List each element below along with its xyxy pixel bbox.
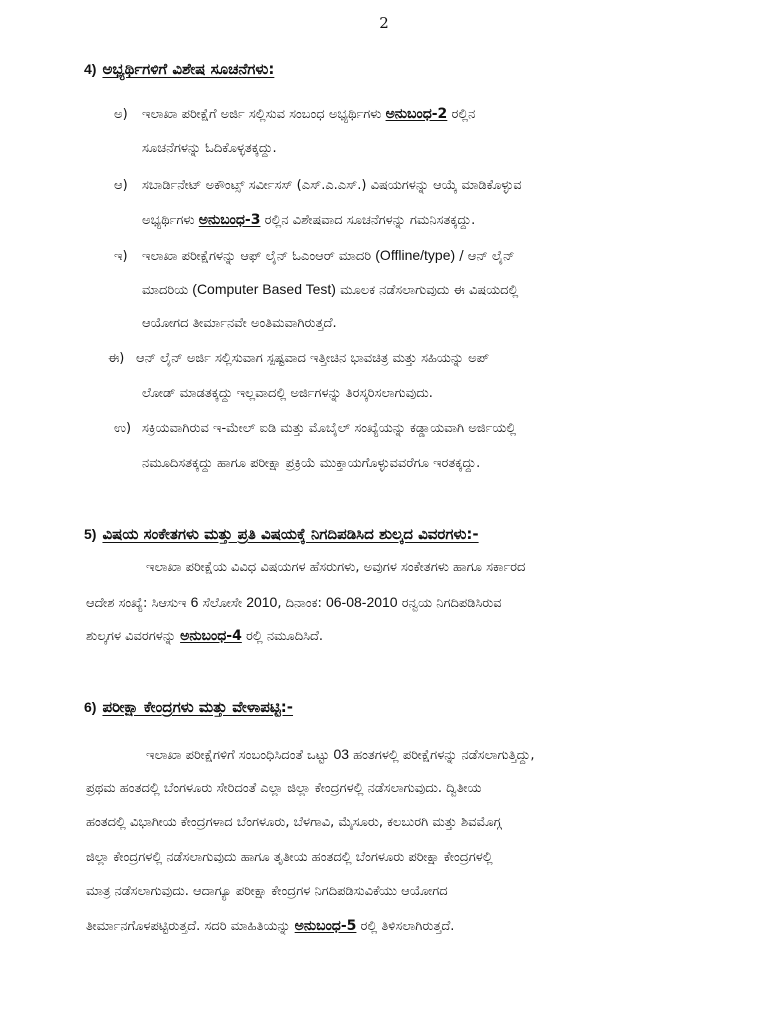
section-4-item-ii [108, 351, 489, 366]
item-text: ಆನ್ ಲೈನ್ ಅರ್ಜಿ ಸಲ್ಲಿಸುವಾಗ ಸ್ಪಷ್ಟವಾದ ಇತ್ತೀಚಿನ ಭಾವಚಿತ್ರ ಮತ್ತು ಸಹಿಯನ್ನು ಅಪ್ [136, 351, 490, 366]
section-4-item-u-line-2: ನಮೂದಿಸತಕ್ಕದ್ದು ಹಾಗೂ ಪರೀಕ್ಷಾ ಪ್ರಕ್ರಿಯೆ ಮುಕ್ತಾಯಗೊಳ್ಳುವವರೆಗೂ ಇರತಕ್ಕದ್ದು. [142, 456, 481, 471]
section-4-item-ii-line-2: ಲೋಡ್ ಮಾಡತಕ್ಕದ್ದು ಇಲ್ಲವಾದಲ್ಲಿ ಅರ್ಜಿಗಳನ್ನು ತಿರಸ್ಕರಿಸಲಾಗುವುದು. [142, 386, 433, 401]
section-4-item-a [114, 106, 475, 122]
section-6-heading [84, 698, 293, 716]
annexure-4-ref: ಅನುಬಂಧ-4 [180, 628, 242, 644]
section-6-number: 6) [84, 699, 97, 715]
para-text: ರಲ್ಲಿ ತಿಳಿಸಲಾಗಿರುತ್ತದೆ. [356, 919, 455, 934]
section-4-item-i [114, 247, 515, 264]
para-text: ತೀರ್ಮಾನಗೊಳಪಟ್ಟಿರುತ್ತದೆ. ಸದರಿ ಮಾಹಿತಿಯನ್ನು [86, 919, 295, 934]
section-5-number: 5) [84, 526, 97, 542]
section-5-title: ವಿಷಯ ಸಂಕೇತಗಳು ಮತ್ತು ಪ್ರತಿ ವಿಷಯಕ್ಕೆ ನಿಗದಿಪಡಿಸಿದ ಶುಲ್ಕದ ವಿವರಗಳು:- [102, 525, 479, 543]
item-text: ಮೂಲಕ ನಡೆಸಲಾಗುವುದು ಈ ವಿಷಯದಲ್ಲಿ [335, 283, 519, 298]
section-6-line-5: ಮಾತ್ರ ನಡೆಸಲಾಗುವುದು. ಆದಾಗ್ಯೂ ಪರೀಕ್ಷಾ ಕೇಂದ್ರಗಳ ನಿಗದಿಪಡಿಸುವಿಕೆಯು ಆಯೋಗದ [86, 884, 448, 899]
annexure-5-ref: ಅನುಬಂಧ-5 [294, 918, 357, 934]
section-6-line-3: ಹಂತದಲ್ಲಿ ವಿಭಾಗೀಯ ಕೇಂದ್ರಗಳಾದ ಬೆಂಗಳೂರು, ಬೆಳಗಾವಿ, ಮೈಸೂರು, ಕಲಬುರಗಿ ಮತ್ತು ಶಿವಮೊಗ್ಗ [86, 815, 502, 830]
item-text: ಮಾದರಿಯ [142, 283, 193, 298]
para-text: ರಲ್ಲಿ ನಮೂದಿಸಿದೆ. [241, 629, 324, 644]
section-5-line-1: ಇಲಾಖಾ ಪರೀಕ್ಷೆಯ ವಿವಿಧ ವಿಷಯಗಳ ಹೆಸರುಗಳು, ಅವುಗಳ ಸಂಕೇತಗಳು ಹಾಗೂ ಸರ್ಕಾರದ [146, 560, 526, 575]
section-4-item-i-line-3: ಆಯೋಗದ ತೀರ್ಮಾನವೇ ಅಂತಿಮವಾಗಿರುತ್ತದೆ. [142, 316, 337, 331]
item-text: ಸಬಾರ್ಡಿನೇಟ್ ಅಕೌಂಟ್ಸ್ ಸರ್ವೀಸಸ್ (ಎಸ್.ಎ.ಎಸ್.) ವಿಷಯಗಳನ್ನು ಆಯ್ಕೆ ಮಾಡಿಕೊಳ್ಳುವ [142, 178, 522, 193]
para-text: ಇಲಾಖಾ ಪರೀಕ್ಷೆಗಳಿಗೆ ಸಂಬಂಧಿಸಿದಂತೆ ಒಟ್ಟು [146, 748, 334, 763]
para-text: ಶುಲ್ಕಗಳ ವಿವರಗಳನ್ನು [86, 629, 181, 644]
order-year: 2010 [246, 594, 278, 610]
section-4-number: 4) [84, 61, 97, 77]
item-text: ಇಲಾಖಾ ಪರೀಕ್ಷೆಗಳನ್ನು ಆಫ್ ಲೈನ್ ಓಎಂಆರ್ ಮಾದರಿ [142, 249, 376, 264]
annexure-3-ref: ಅನುಬಂಧ-3 [198, 212, 261, 228]
section-6-line-6 [86, 918, 454, 934]
section-4-item-a-line-2: ಸೂಚನೆಗಳನ್ನು ಓದಿಕೊಳ್ಳತಕ್ಕದ್ದು. [142, 141, 277, 156]
item-marker: ಆ) [114, 178, 128, 193]
computer-based-test-text: (Computer Based Test) [192, 281, 336, 297]
item-text: ಇಲಾಖಾ ಪರೀಕ್ಷೆಗೆ ಅರ್ಜಿ ಸಲ್ಲಿಸುವ ಸಂಬಂಧ ಅಭ್ಯರ್ಥಿಗಳು [142, 107, 386, 122]
section-6-line-4: ಜಿಲ್ಲಾ ಕೇಂದ್ರಗಳಲ್ಲಿ ನಡೆಸಲಾಗುವುದು ಹಾಗೂ ತೃತೀಯ ಹಂತದಲ್ಲಿ ಬೆಂಗಳೂರು ಪರೀಕ್ಷಾ ಕೇಂದ್ರಗಳಲ್ಲಿ [86, 850, 493, 865]
item-marker: ಈ) [108, 351, 125, 366]
item-text: ಸಕ್ರಿಯವಾಗಿರುವ ಇ-ಮೇಲ್ ಐಡಿ ಮತ್ತು ಮೊಬೈಲ್ ಸಂಖ್ಯೆಯನ್ನು ಕಡ್ಡಾಯವಾಗಿ ಅರ್ಜಿಯಲ್ಲಿ [142, 421, 517, 436]
section-6-line-2: ಪ್ರಥಮ ಹಂತದಲ್ಲಿ ಬೆಂಗಳೂರು ಸೇರಿದಂತೆ ಎಲ್ಲಾ ಜಿಲ್ಲಾ ಕೇಂದ್ರಗಳಲ್ಲಿ ನಡೆಸಲಾಗುವುದು. ದ್ವಿತೀಯ [86, 781, 482, 796]
section-4-title: ಅಭ್ಯರ್ಥಿಗಳಿಗೆ ವಿಶೇಷ ಸೂಚನೆಗಳು: [102, 60, 275, 78]
para-text: ಆದೇಶ ಸಂಖ್ಯೆ: ಸಿಆಸುಇ [86, 596, 191, 611]
item-text: ಅಭ್ಯರ್ಥಿಗಳು [142, 213, 199, 228]
item-text: / ಆನ್ ಲೈನ್ [455, 249, 515, 264]
section-4-heading [84, 60, 274, 78]
section-6-line-1 [146, 746, 534, 763]
offline-type-text: (Offline/type) [375, 247, 456, 263]
item-text: ರಲ್ಲಿನ [447, 107, 476, 122]
phase-count: 03 [333, 746, 350, 762]
section-5-heading [84, 525, 479, 543]
section-4-item-i-line-2 [142, 281, 518, 298]
section-5-line-2 [86, 594, 502, 611]
section-5-line-3 [86, 628, 323, 644]
order-date: 06-08-2010 [325, 594, 398, 610]
item-marker: ಉ) [114, 421, 132, 436]
item-marker: ಅ) [114, 107, 128, 122]
para-text: ಹಂತಗಳಲ್ಲಿ ಪರೀಕ್ಷೆಗಳನ್ನು ನಡೆಸಲಾಗುತ್ತಿದ್ದು, [349, 748, 535, 763]
para-text: ರನ್ವಯ ನಿಗದಿಪಡಿಸಿರುವ [397, 596, 502, 611]
para-text: ಸೆಲೋಸೇ [198, 596, 247, 611]
section-6-title: ಪರೀಕ್ಷಾ ಕೇಂದ್ರಗಳು ಮತ್ತು ವೇಳಾಪಟ್ಟಿ:- [102, 698, 294, 716]
item-marker: ಇ) [114, 249, 128, 264]
para-text: , ದಿನಾಂಕ: [277, 596, 326, 611]
section-4-item-u [114, 421, 516, 436]
section-4-item-aa [114, 178, 522, 193]
annexure-2-ref: ಅನುಬಂಧ-2 [385, 106, 448, 122]
section-4-item-aa-line-2 [142, 212, 475, 228]
order-number: 6 [190, 594, 199, 610]
item-text: ರಲ್ಲಿನ ವಿಶೇಷವಾದ ಸೂಚನೆಗಳನ್ನು ಗಮನಿಸತಕ್ಕದ್ದು. [260, 213, 476, 228]
page-number: 2 [379, 14, 389, 32]
